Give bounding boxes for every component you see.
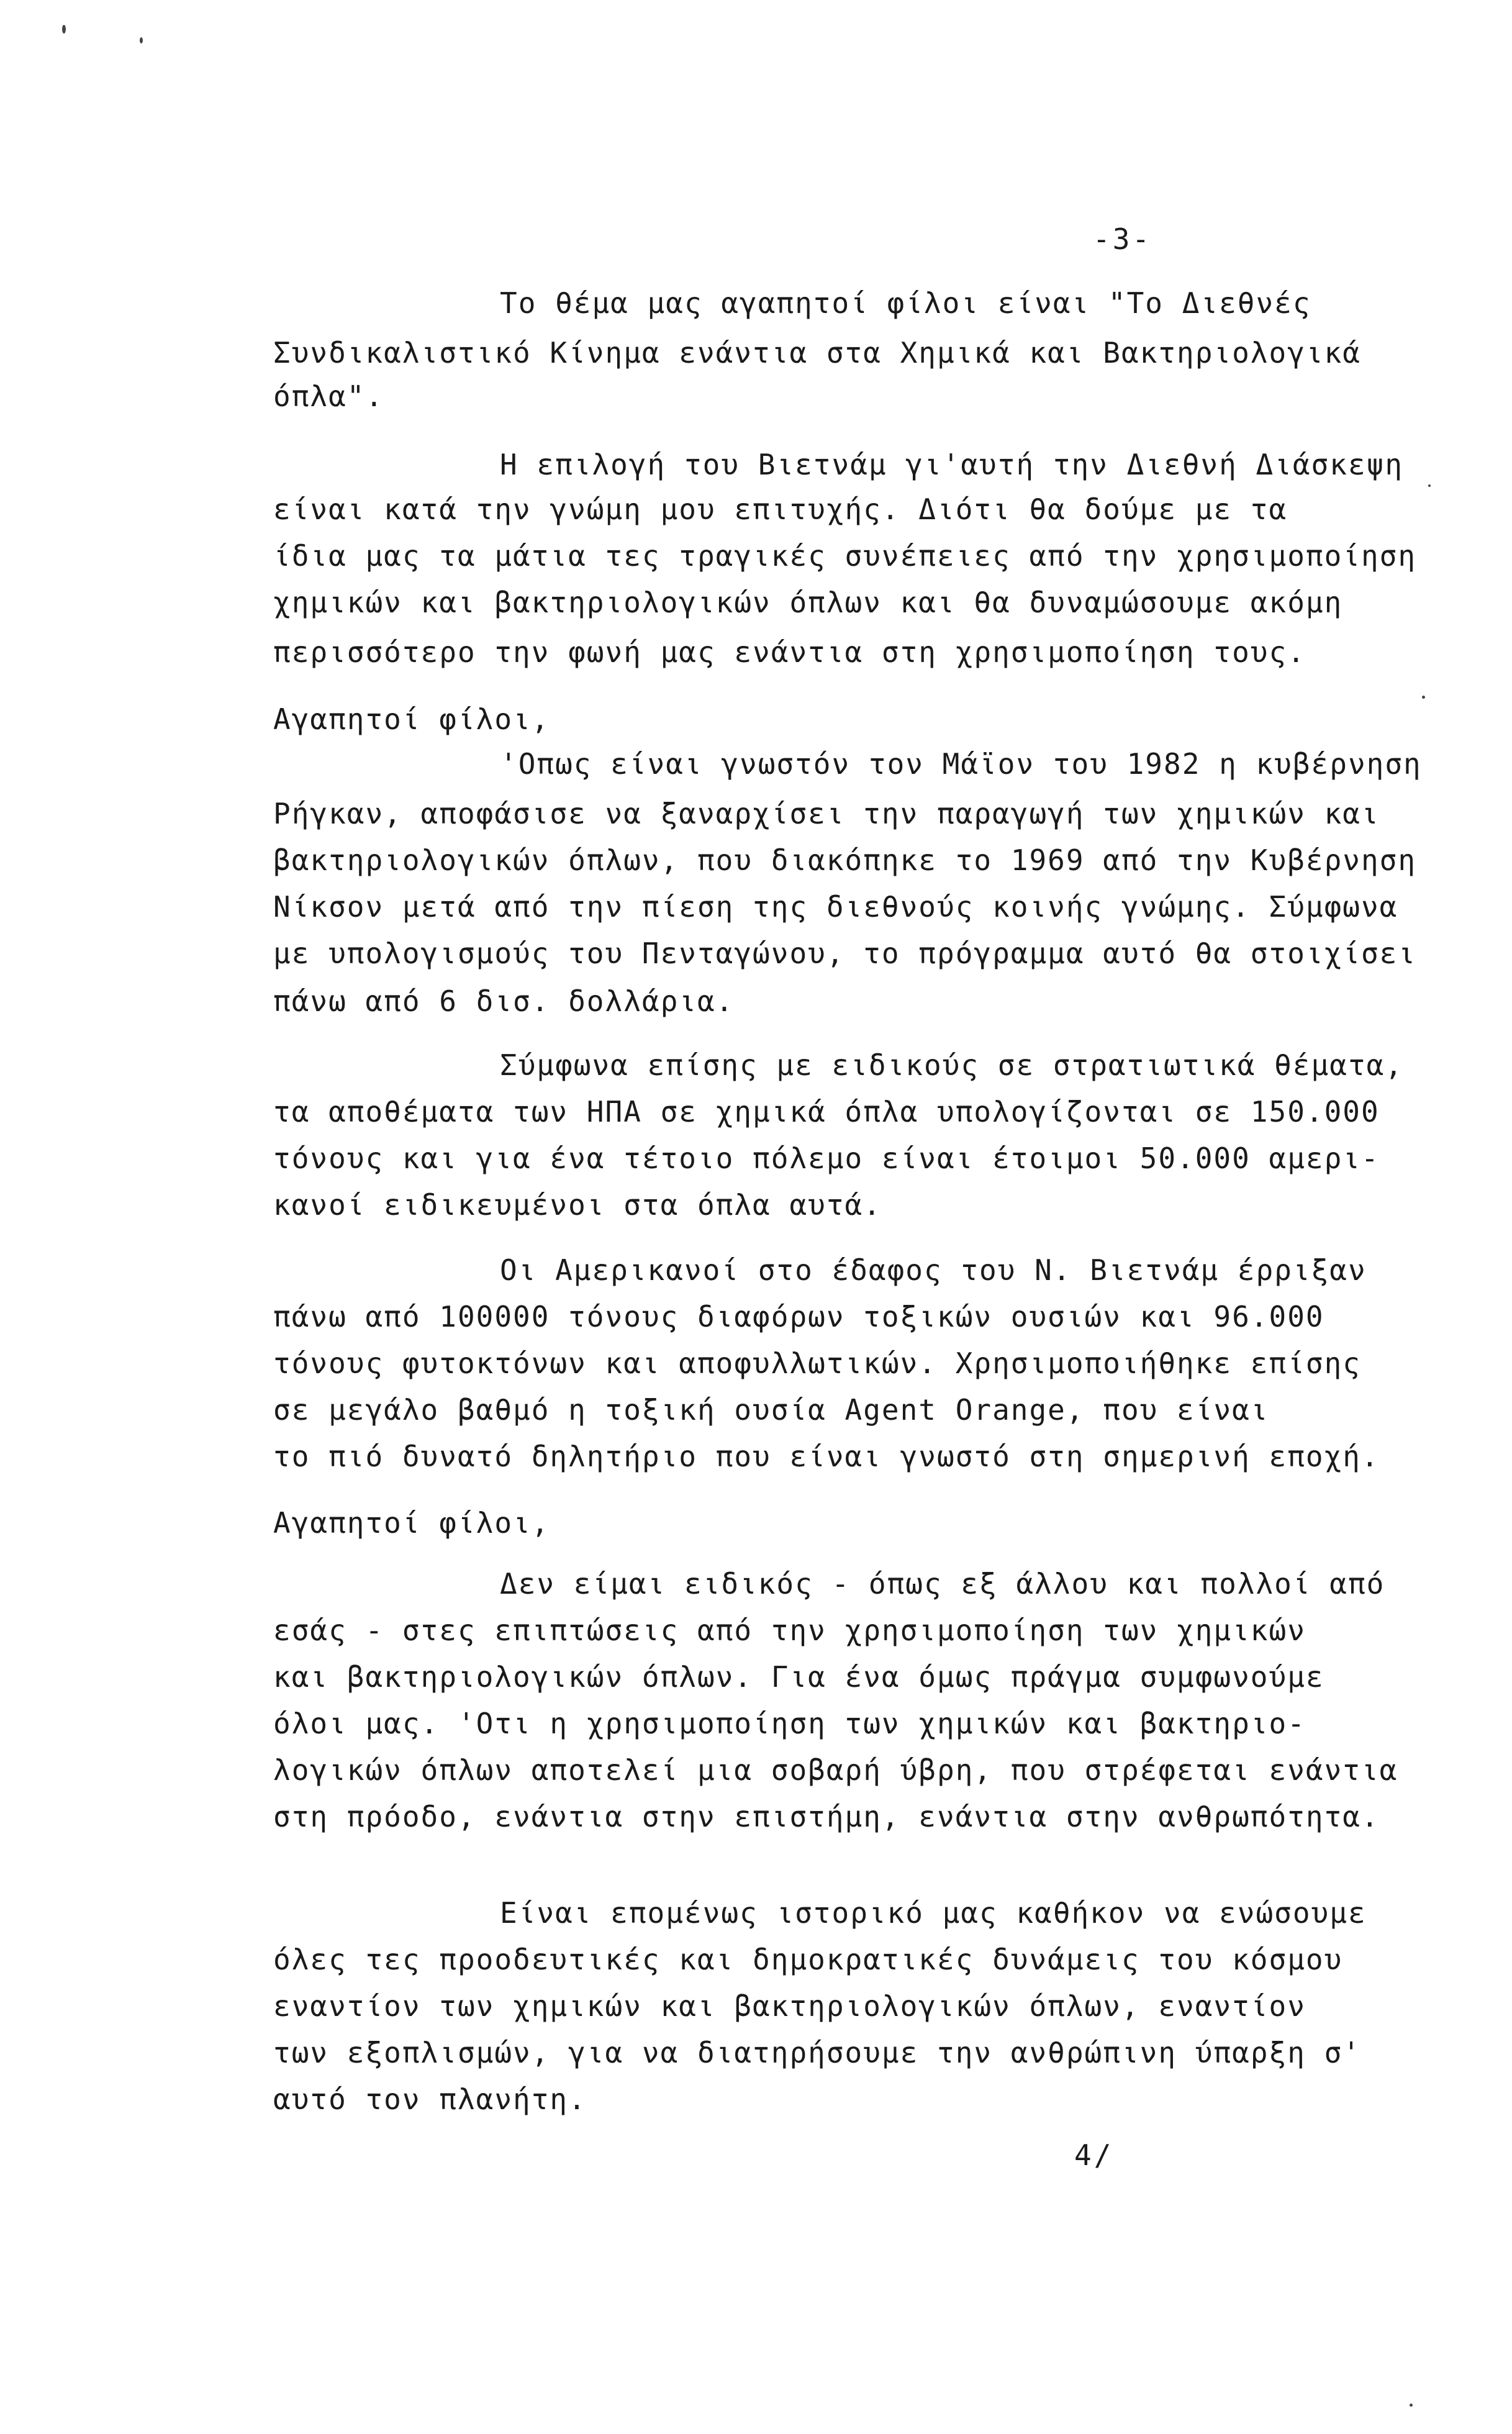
scan-speck	[1422, 696, 1425, 699]
text-line: περισσότερο την φωνή μας ενάντια στη χρησιμοποίηση τους.	[273, 635, 1306, 669]
text-line: Σύμφωνα επίσης με ειδικούς σε στρατιωτικά θέματα,	[500, 1048, 1404, 1082]
text-line: κανοί ειδικευμένοι στα όπλα αυτά.	[273, 1188, 882, 1222]
scan-speck	[140, 37, 143, 43]
text-line: τόνους φυτοκτόνων και αποφυλλωτικών. Χρησιμοποιήθηκε επίσης	[273, 1346, 1361, 1380]
text-line: τόνους και για ένα τέτοιο πόλεμο είναι έτοιμοι 50.000 αμερι-	[273, 1142, 1380, 1175]
text-line: τα αποθέματα των ΗΠΑ σε χημικά όπλα υπολογίζονται σε 150.000	[273, 1095, 1380, 1128]
text-line: το πιό δυνατό δηλητήριο που είναι γνωστό στη σημερινή εποχή.	[273, 1440, 1380, 1473]
text-line: εναντίον των χημικών και βακτηριολογικών όπλων, εναντίον	[273, 1989, 1306, 2023]
text-line: χημικών και βακτηριολογικών όπλων και θα δυναμώσουμε ακόμη	[273, 586, 1343, 619]
text-line: και βακτηριολογικών όπλων. Για ένα όμως πράγμα συμφωνούμε	[273, 1660, 1324, 1694]
text-line: με υπολογισμούς του Πενταγώνου, το πρόγραμμα αυτό θα στοιχίσει	[273, 937, 1417, 970]
text-line: Νίκσον μετά από την πίεση της διεθνούς κοινής γνώμης. Σύμφωνα	[273, 890, 1398, 924]
text-line: Η επιλογή του Βιετνάμ γι'αυτή την Διεθνή Διάσκεψη	[500, 448, 1404, 481]
salutation: Αγαπητοί φίλοι,	[273, 1506, 550, 1540]
text-line: Είναι επομένως ιστορικό μας καθήκον να ενώσουμε	[500, 1896, 1367, 1930]
salutation: Αγαπητοί φίλοι,	[273, 702, 550, 736]
scan-speck	[62, 25, 66, 34]
text-line: πάνω από 100000 τόνους διαφόρων τοξικών ουσιών και 96.000	[273, 1300, 1324, 1333]
text-line: των εξοπλισμών, για να διατηρήσουμε την ανθρώπινη ύπαρξη σ'	[273, 2036, 1361, 2069]
text-line: όπλα".	[273, 379, 384, 413]
text-line: Το θέμα μας αγαπητοί φίλοι είναι "Το Διεθνές	[500, 286, 1311, 320]
continuation-marker: 4/	[1074, 2138, 1114, 2172]
text-line: Δεν είμαι ειδικός - όπως εξ άλλου και πολλοί από	[500, 1567, 1385, 1601]
text-line: εσάς - στες επιπτώσεις από την χρησιμοποίηση των χημικών	[273, 1614, 1306, 1647]
text-line: όλες τες προοδευτικές και δημοκρατικές δυνάμεις του κόσμου	[273, 1943, 1343, 1976]
scan-speck	[1428, 484, 1431, 487]
text-line: πάνω από 6 δισ. δολλάρια.	[273, 984, 735, 1018]
text-line: Συνδικαλιστικό Κίνημα ενάντια στα Χημικά και Βακτηριολογικά	[273, 336, 1361, 370]
scan-speck	[1410, 2404, 1413, 2407]
text-line: Ρήγκαν, αποφάσισε να ξαναρχίσει την παραγωγή των χημικών και	[273, 797, 1380, 830]
text-line: αυτό τον πλανήτη.	[273, 2082, 587, 2116]
text-line: βακτηριολογικών όπλων, που διακόπηκε το 1969 από την Κυβέρνηση	[273, 843, 1417, 877]
text-line: σε μεγάλο βαθμό η τοξική ουσία Agent Orange, που είναι	[273, 1393, 1269, 1427]
text-line: όλοι μας. 'Οτι η χρησιμοποίηση των χημικών και βακτηριο-	[273, 1707, 1306, 1740]
text-line: είναι κατά την γνώμη μου επιτυχής. Διότι θα δούμε με τα	[273, 493, 1288, 526]
text-line: Οι Αμερικανοί στο έδαφος του Ν. Βιετνάμ έρριξαν	[500, 1253, 1367, 1287]
text-line: στη πρόοδο, ενάντια στην επιστήμη, ενάντια στην ανθρωπότητα.	[273, 1800, 1380, 1833]
text-line: ίδια μας τα μάτια τες τραγικές συνέπειες από την χρησιμοποίηση	[273, 539, 1417, 573]
text-line: 'Οπως είναι γνωστόν τον Μάϊον του 1982 η κυβέρνηση	[500, 747, 1422, 781]
text-line: λογικών όπλων αποτελεί μια σοβαρή ύβρη, που στρέφεται ενάντια	[273, 1753, 1398, 1787]
page-number: -3-	[1093, 222, 1152, 256]
